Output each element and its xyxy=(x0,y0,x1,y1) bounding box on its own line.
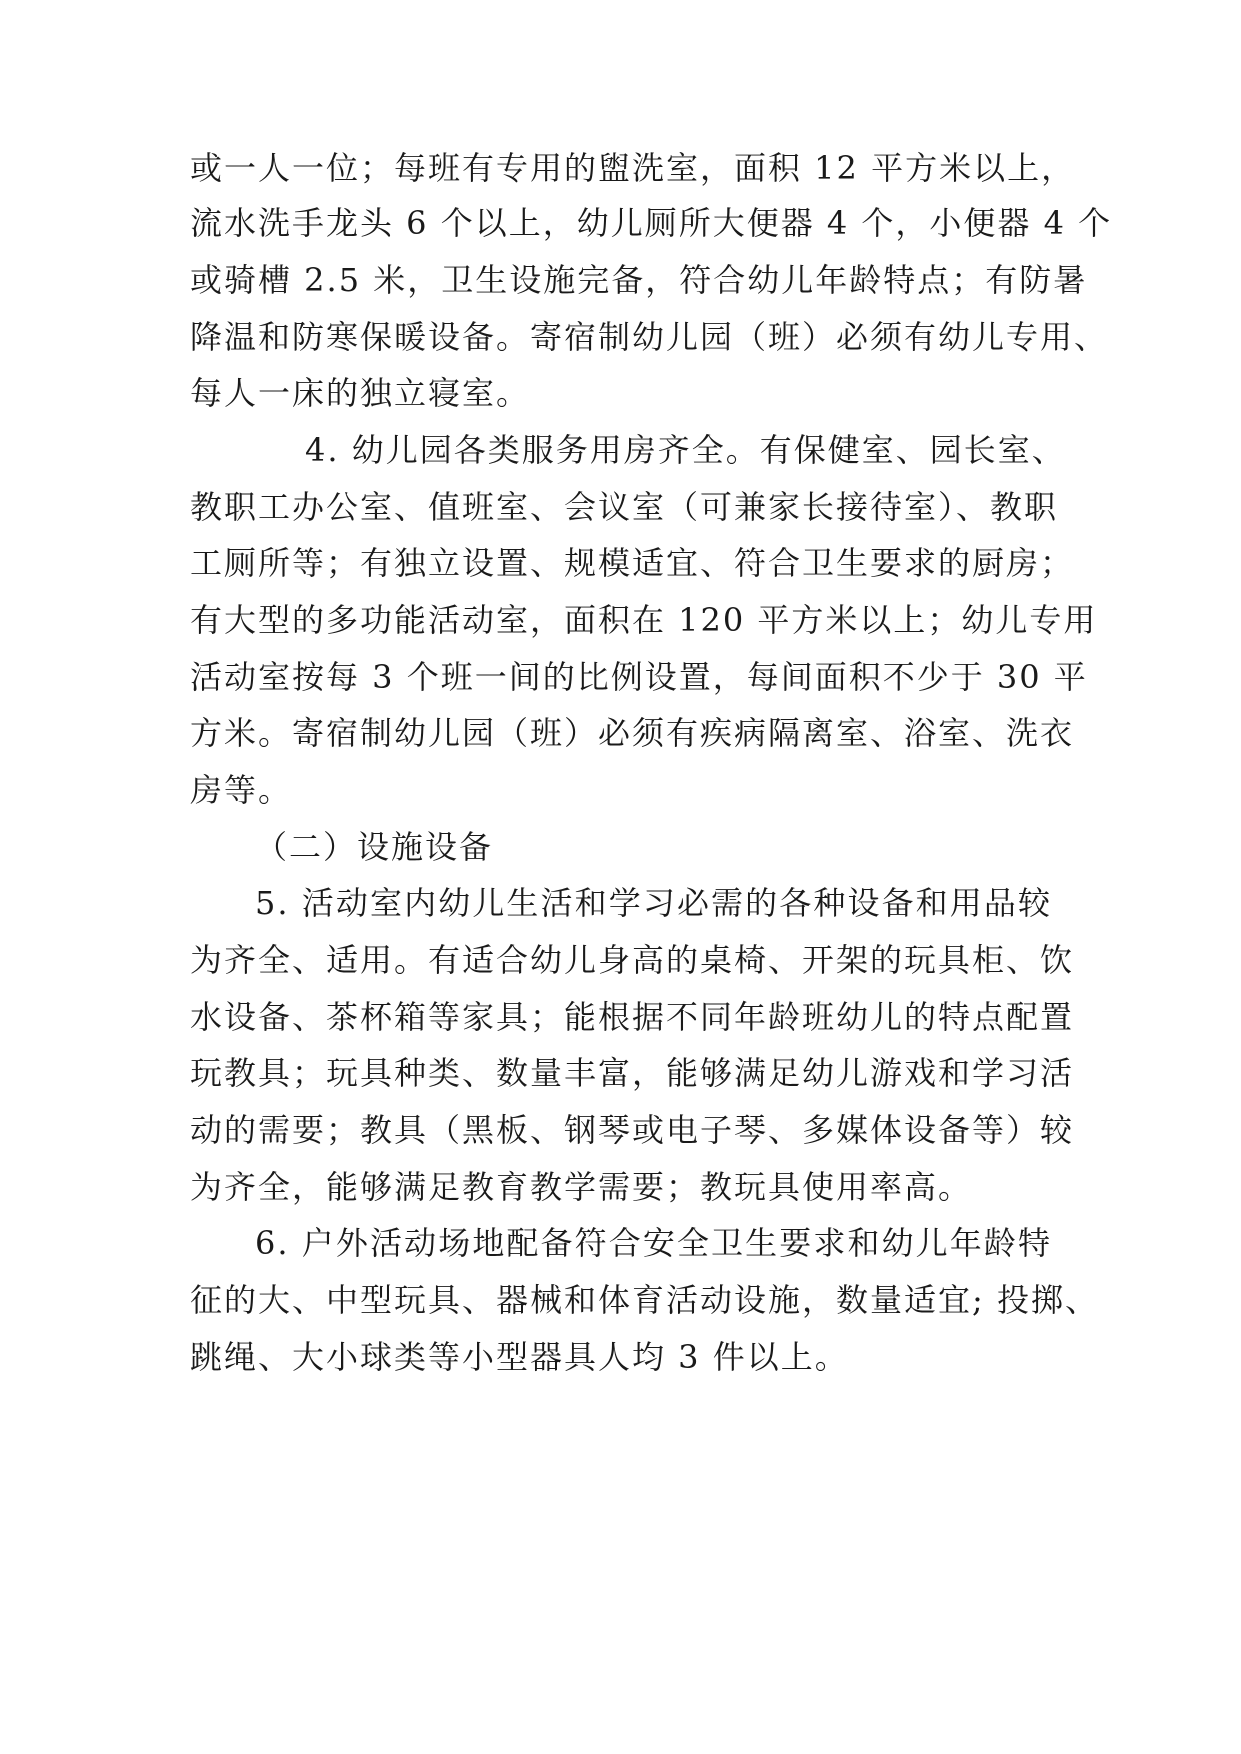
text-line: 动的需要；教具（黑板、钢琴或电子琴、多媒体设备等）较 xyxy=(190,1111,1075,1149)
paragraph-4-first-line: 4. 幼儿园各类服务用房齐全。有保健室、园长室、 xyxy=(305,431,1066,469)
text-line: 房等。 xyxy=(190,771,293,809)
text-line: 为齐全、适用。有适合幼儿身高的桌椅、开架的玩具柜、饮 xyxy=(190,941,1075,979)
text-line: 每人一床的独立寝室。 xyxy=(190,374,531,412)
text-line: 征的大、中型玩具、器械和体育活动设施，数量适宜; 投掷、 xyxy=(190,1281,1099,1319)
text-line: 水设备、茶杯箱等家具；能根据不同年龄班幼儿的特点配置 xyxy=(190,998,1075,1036)
text-line: 活动室按每 3 个班一间的比例设置，每间面积不少于 30 平 xyxy=(190,658,1088,696)
text-line: 流水洗手龙头 6 个以上，幼儿厕所大便器 4 个，小便器 4 个 xyxy=(190,204,1113,242)
section-heading: （二）设施设备 xyxy=(255,828,494,866)
text-line: 或骑槽 2.5 米，卫生设施完备，符合幼儿年龄特点；有防暑 xyxy=(190,261,1088,299)
text-line: 降温和防寒保暖设备。寄宿制幼儿园（班）必须有幼儿专用、 xyxy=(190,318,1109,356)
text-line: 玩教具；玩具种类、数量丰富，能够满足幼儿游戏和学习活 xyxy=(190,1054,1075,1092)
text-line: 为齐全，能够满足教育教学需要；教玩具使用率高。 xyxy=(190,1168,973,1206)
text-line: 或一人一位；每班有专用的盥洗室，面积 12 平方米以上， xyxy=(190,149,1076,187)
text-line: 教职工办公室、值班室、会议室（可兼家长接待室）、教职 xyxy=(190,488,1059,526)
text-line: 跳绳、大小球类等小型器具人均 3 件以上。 xyxy=(190,1338,849,1376)
paragraph-6-first-line: 6. 户外活动场地配备符合安全卫生要求和幼儿年龄特 xyxy=(255,1224,1052,1262)
text-line: 工厕所等；有独立设置、规模适宜、符合卫生要求的厨房； xyxy=(190,544,1075,582)
text-line: 方米。寄宿制幼儿园（班）必须有疾病隔离室、浴室、洗衣 xyxy=(190,714,1075,752)
text-line: 有大型的多功能活动室，面积在 120 平方米以上；幼儿专用 xyxy=(190,601,1098,639)
paragraph-5-first-line: 5. 活动室内幼儿生活和学习必需的各种设备和用品较 xyxy=(255,884,1052,922)
